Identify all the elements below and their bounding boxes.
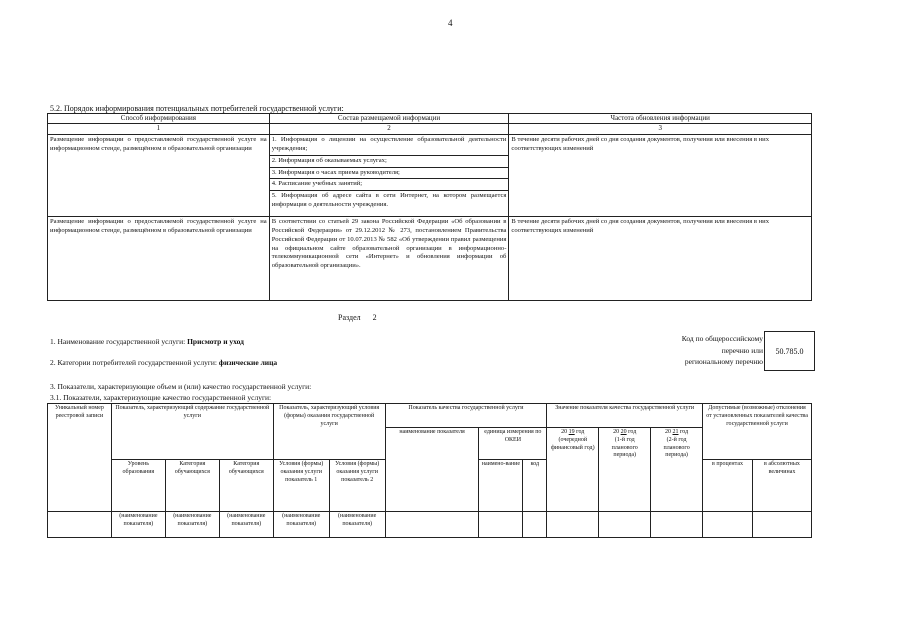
quality-heading: 3.1. Показатели, характеризующие качество государственной услуги: (50, 393, 272, 402)
service-name-label: 1. Наименование государственной услуги: (50, 337, 186, 346)
table-row (48, 216, 812, 300)
indicator-name: (наименование показателя) (273, 512, 329, 538)
sub-header-percent: в процентах (703, 460, 753, 512)
year-value: 19 (568, 429, 575, 435)
code-label-line: Код по общероссийскому (681, 334, 763, 343)
sub-header-unit-name: наимено-вание (479, 460, 523, 512)
sub-header: Условия (формы) оказания услуги показатель 2 (329, 460, 385, 512)
year-value: 20 (620, 429, 627, 435)
code-label (645, 333, 763, 368)
year-prefix: 20 (613, 429, 620, 435)
consumers-label: 2. Категории потребителей государственной услуги: (50, 358, 218, 367)
year-word: год (576, 429, 585, 435)
header-frequency: Частота обновления информации (509, 114, 812, 124)
year-word: год (680, 429, 689, 435)
content-line: 2. Информация об оказываемых услугах; (270, 156, 509, 168)
year-prefix: 20 (561, 429, 568, 435)
content-line: 5. Информация об адресе сайта в сети Интернет, на котором размещается информация о деятельности учреждения. (271, 192, 507, 209)
header-content: Показатель, характеризующий содержание государственной услуги (111, 404, 273, 460)
header-method: Способ информирования (48, 114, 270, 124)
year-word: год (628, 429, 637, 435)
year-value: 21 (672, 429, 679, 435)
section-title (338, 313, 377, 322)
content-cell: В соответствии со статьей 29 закона Российской Федерации «Об образовании в Российской Федерации» от 29.12.2012 № 273, постановлением Правительства Российской Федерации от 10.07.2013 № 582 «Об утверждении правил размещения на официальном сайте образовательной организации в информационно-телекоммуникационной сети «Интернет» и обновления информации об образовательной организации». (269, 216, 509, 300)
sub-header-absolute: в абсолютных величинах (752, 460, 811, 512)
consumers-value: физические лица (218, 358, 278, 367)
frequency-cell: В течение десяти рабочих дней со дня создания документов, получения или внесения в них соответствующих изменений (509, 216, 812, 300)
header-unit: единица измерения по ОКЕИ (479, 428, 547, 460)
empty-cell (479, 512, 523, 538)
empty-cell (599, 512, 651, 538)
method-cell: Размещение информации о предоставляемой государственной услуге на информационном стенде, размещённом в образовательной организации (48, 216, 270, 300)
sub-header-unit-code: код (523, 460, 547, 512)
header-conditions: Показатель, характеризующий условия (формы) оказания государственной услуги (273, 404, 385, 460)
header-quality: Показатель качества государственной услуги (385, 404, 547, 428)
service-name-value: Присмотр и уход (187, 337, 244, 346)
indicators-heading: 3. Показатели, характеризующие объем и (или) качество государственной услуги: (50, 382, 312, 391)
empty-cell (523, 512, 547, 538)
content-line: 1. Информация о лицензии на осуществление образовательной деятельности учреждения; (270, 135, 509, 156)
informing-table (47, 113, 812, 301)
sub-header: Категория обучающихся (165, 460, 219, 512)
empty-cell (547, 512, 599, 538)
indicator-name: (наименование показателя) (165, 512, 219, 538)
header-year-2 (599, 428, 651, 512)
table-row (48, 134, 812, 216)
empty-cell (752, 512, 811, 538)
sub-header: Категория обучающихся (219, 460, 273, 512)
sub-header: Условия (формы) оказания услуги показатель 1 (273, 460, 329, 512)
page-number: 4 (448, 18, 453, 28)
col-number: 2 (269, 124, 509, 134)
indicator-name: (наименование показателя) (329, 512, 385, 538)
header-year-1 (547, 428, 599, 512)
header-deviation: Допустимые (возможные) отклонения от установленных показателей качества государственной услуги (703, 404, 812, 460)
section-label: Раздел (338, 313, 361, 322)
year-desc: (2-й год планового периода) (663, 436, 690, 459)
empty-cell (385, 512, 479, 538)
section-number: 2 (372, 313, 377, 322)
header-values: Значение показателя качества государственной услуги (547, 404, 703, 428)
header-quality-name: наименование показателя (385, 428, 479, 512)
consumers (50, 358, 277, 367)
empty-cell (651, 512, 703, 538)
year-desc: (очередной финансовый год) (550, 436, 595, 451)
code-value: 50.785.0 (764, 331, 815, 371)
method-cell: Размещение информации о предоставляемой государственной услуге на информационном стенде, размещённом в образовательной организации (48, 134, 270, 216)
frequency-cell: В течение десяти рабочих дней со дня создания документов, получения или внесения в них соответствующих изменений (509, 134, 812, 216)
section-5-2-heading: 5.2. Порядок информирования потенциальных потребителей государственной услуги: (50, 104, 344, 113)
header-content: Состав размещаемой информации (269, 114, 509, 124)
col-number: 3 (509, 124, 812, 134)
year-desc: (1-й год планового периода) (611, 436, 638, 459)
quality-table (47, 403, 812, 538)
empty-cell (48, 512, 112, 538)
sub-header: Уровень образования (111, 460, 165, 512)
code-label-line: перечню или (721, 345, 763, 355)
header-registry: Уникальный номер реестровой записи (48, 404, 112, 512)
content-line: 4. Расписание учебных занятий; (270, 179, 509, 191)
header-year-3 (651, 428, 703, 512)
content-line: 3. Информация о часах приема руководителя; (270, 168, 509, 180)
code-label-line: региональному перечню (684, 357, 763, 367)
empty-cell (703, 512, 753, 538)
indicator-name: (наименование показателя) (111, 512, 165, 538)
service-name (50, 337, 244, 346)
indicator-name: (наименование показателя) (219, 512, 273, 538)
year-prefix: 20 (665, 429, 671, 435)
col-number: 1 (48, 124, 270, 134)
